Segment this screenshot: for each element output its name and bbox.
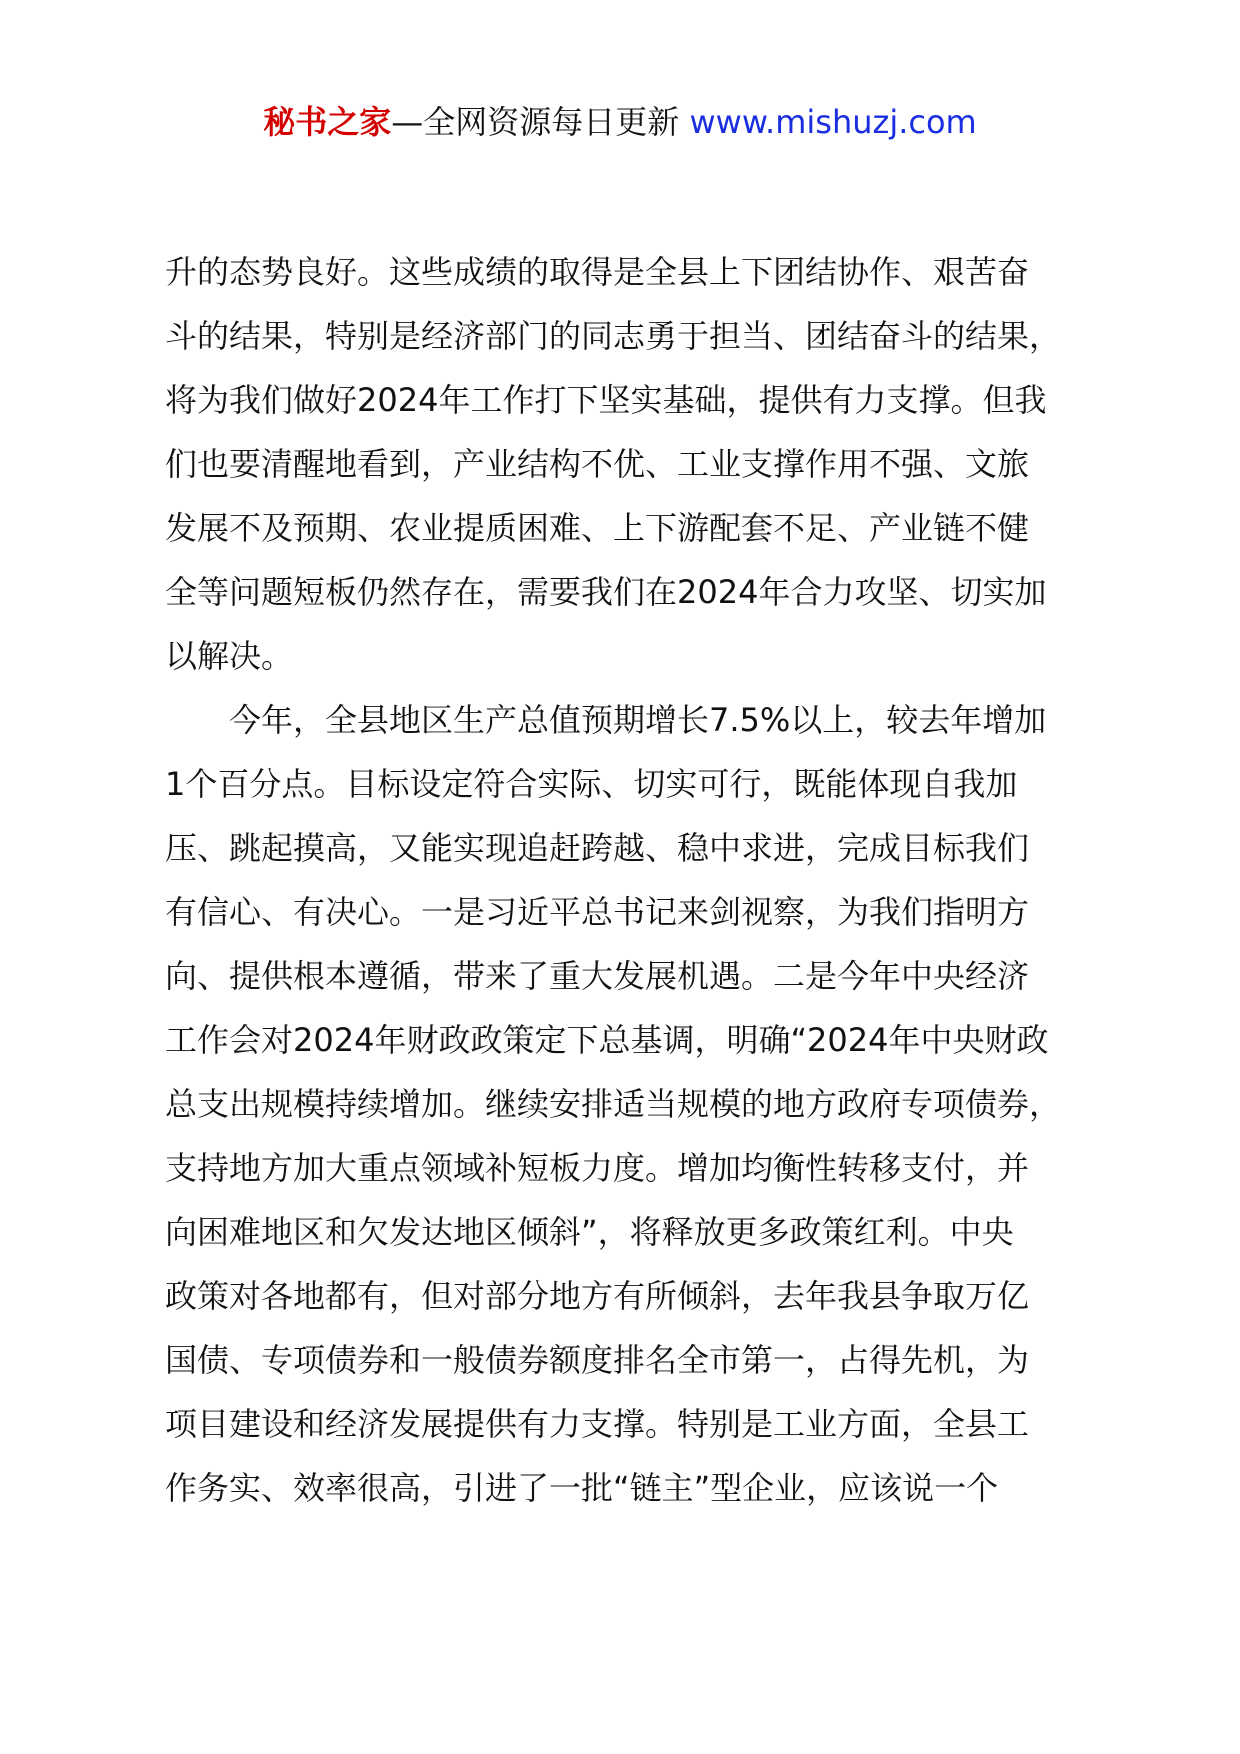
text-line: 压、跳起摸高，又能实现追赶跨越、稳中求进，完成目标我们 [165,829,1030,867]
text-line: 有信心、有决心。一是习近平总书记来剑视察，为我们指明方 [165,893,1030,931]
text-line: 国债、专项债券和一般债券额度排名全市第一，占得先机，为 [165,1341,1030,1379]
text-line: 总支出规模持续增加。继续安排适当规模的地方政府专项债券， [165,1085,1062,1123]
text-line: 作务实、效率很高，引进了一批“链主”型企业，应该说一个 [165,1469,999,1507]
text-line: 支持地方加大重点领域补短板力度。增加均衡性转移支付，并 [165,1149,1030,1187]
text-line: 全等问题短板仍然存在，需要我们在2024年合力攻坚、切实加 [165,573,1047,611]
text-line: 工作会对2024年财政政策定下总基调，明确“2024年中央财政 [165,1021,1049,1059]
text-line: 以解决。 [165,637,294,675]
text-line: 将为我们做好2024年工作打下坚实基础，提供有力支撑。但我 [165,381,1047,419]
text-line: 们也要清醒地看到，产业结构不优、工业支撑作用不强、文旅 [165,445,1030,483]
paragraph-start-line: 今年，全县地区生产总值预期增长7.5%以上，较去年增加 [229,701,1047,739]
text-line: 发展不及预期、农业提质困难、上下游配套不足、产业链不健 [165,509,1030,547]
page-header [0,100,1240,144]
site-brand: 秘书之家 [263,103,392,141]
text-line: 向困难地区和欠发达地区倾斜”，将释放更多政策红利。中央 [165,1213,1014,1251]
text-line: 政策对各地都有，但对部分地方有所倾斜，去年我县争取万亿 [165,1277,1030,1315]
text-line: 1个百分点。目标设定符合实际、切实可行，既能体现自我加 [165,765,1018,803]
text-line: 升的态势良好。这些成绩的取得是全县上下团结协作、艰苦奋 [165,253,1030,291]
site-url[interactable]: www.mishuzj.com [689,103,977,141]
text-line: 向、提供根本遵循，带来了重大发展机遇。二是今年中央经济 [165,957,1030,995]
site-tagline: —全网资源每日更新 [391,103,680,141]
document-body [165,240,1085,1520]
text-line: 斗的结果，特别是经济部门的同志勇于担当、团结奋斗的结果， [165,317,1062,355]
text-line: 项目建设和经济发展提供有力支撑。特别是工业方面，全县工 [165,1405,1030,1443]
